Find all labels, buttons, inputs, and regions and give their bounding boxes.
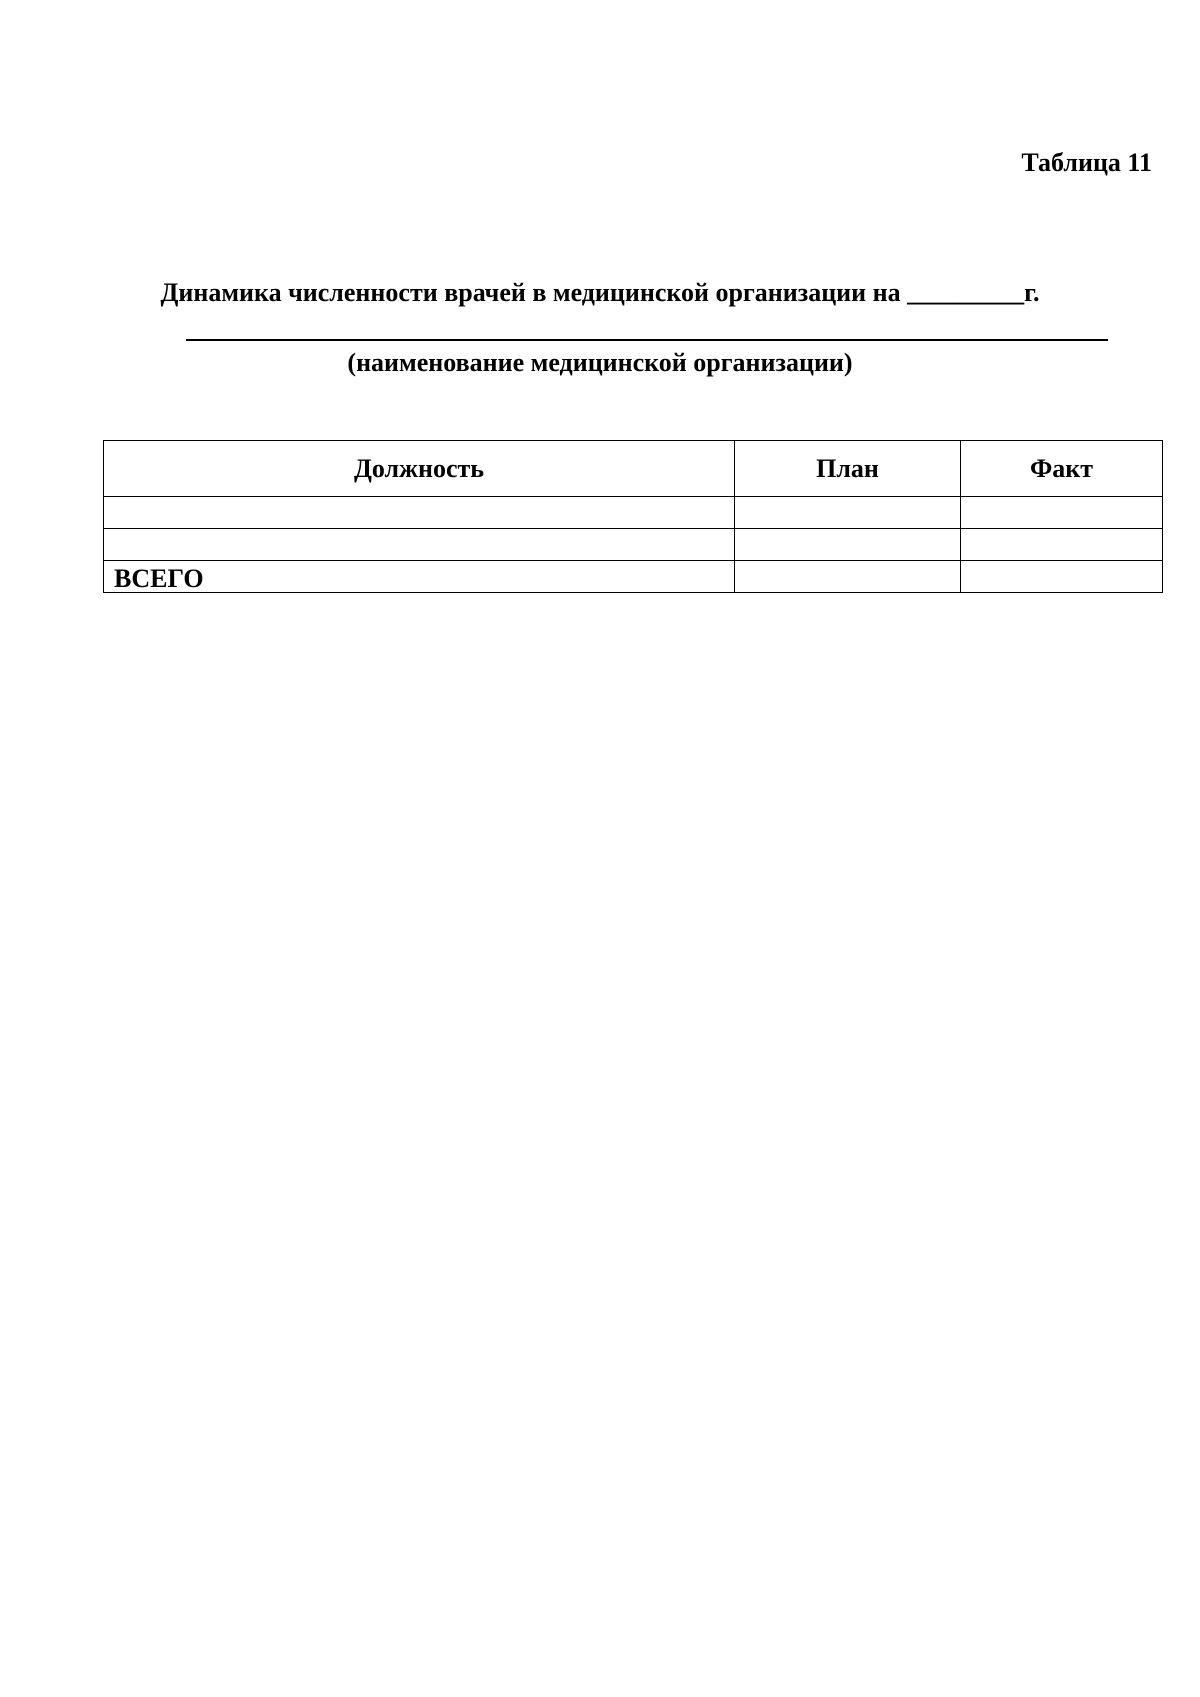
header-fact: Факт — [961, 441, 1163, 497]
table-total-row — [104, 561, 1163, 593]
table-header-row — [104, 441, 1163, 497]
cell-fact — [961, 497, 1163, 529]
cell-fact — [961, 529, 1163, 561]
cell-plan — [735, 497, 961, 529]
header-position: Должность — [104, 441, 735, 497]
organization-name-caption: (наименование медицинской организации) — [347, 348, 853, 377]
organization-name-line — [186, 339, 1108, 341]
total-fact — [961, 561, 1163, 593]
cell-plan — [735, 529, 961, 561]
staff-dynamics-table — [103, 440, 1163, 593]
total-label: ВСЕГО — [104, 561, 735, 593]
total-plan — [735, 561, 961, 593]
table-row — [104, 529, 1163, 561]
cell-position — [104, 529, 735, 561]
header-plan: План — [735, 441, 961, 497]
table-number: Таблица 11 — [1021, 148, 1152, 177]
table-row — [104, 497, 1163, 529]
document-title: Динамика численности врачей в медицинской организации на _________г. — [160, 278, 1040, 307]
cell-position — [104, 497, 735, 529]
